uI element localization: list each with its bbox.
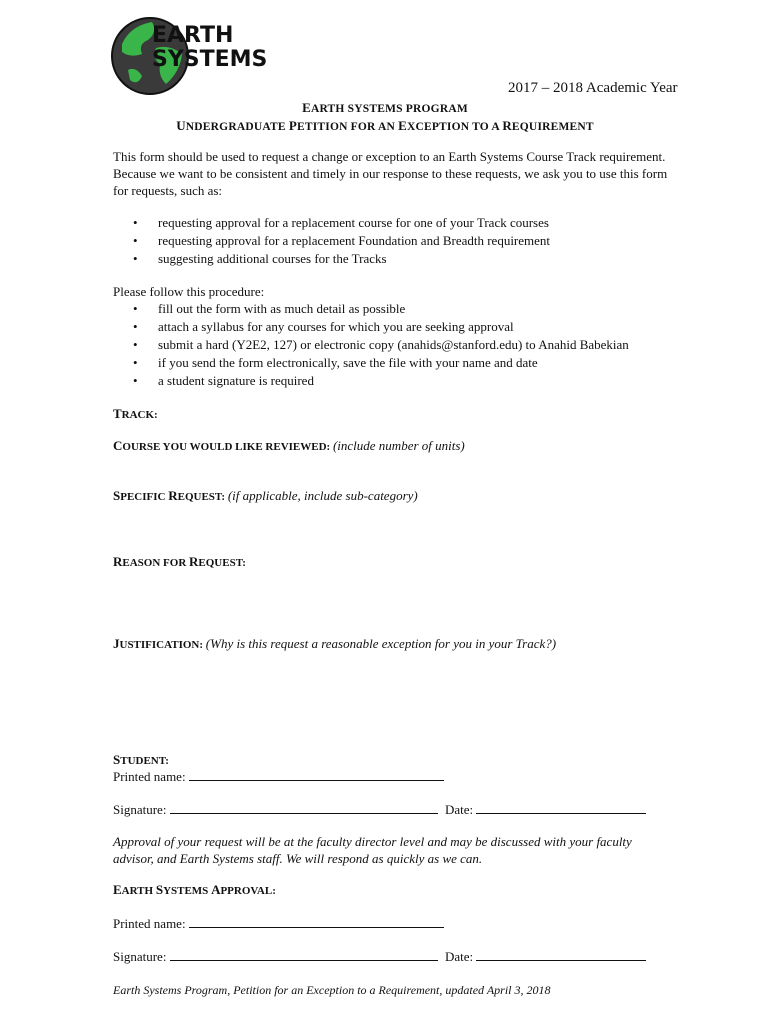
student-date-field[interactable] — [476, 801, 646, 814]
course-label: COURSE YOU WOULD LIKE REVIEWED: (include number of units) — [113, 438, 465, 453]
specific-request-label: SPECIFIC REQUEST: (if applicable, include sub-category) — [113, 488, 418, 503]
es-date-field[interactable] — [476, 948, 646, 961]
reason-label: REASON FOR REQUEST: — [113, 554, 246, 569]
es-date-label: Date: — [444, 949, 474, 964]
list-item: • requesting approval for a replacement Foundation and Breadth requirement — [133, 233, 551, 248]
procedure-list — [113, 300, 673, 390]
list-item: • requesting approval for a replacement course for one of your Track courses — [133, 215, 549, 230]
list-item: • attach a syllabus for any courses for which you are seeking approval — [133, 319, 514, 334]
student-date-label: Date: — [444, 802, 474, 817]
student-signature-label: Signature: — [113, 802, 167, 817]
procedure-intro: Please follow this procedure: — [113, 284, 265, 299]
list-item: • suggesting additional courses for the Tracks — [133, 251, 387, 266]
es-printed-name-field[interactable] — [189, 915, 444, 928]
es-printed-name-row — [113, 915, 444, 932]
logo-text-systems: SYSTEMS — [152, 47, 268, 72]
form-title: UNDERGRADUATE PETITION FOR AN EXCEPTION TO A REQUIREMENT — [176, 118, 594, 133]
student-signature-row — [113, 801, 646, 818]
list-item: • submit a hard (Y2E2, 127) or electronic copy (anahids@stanford.edu) to Anahid Babekian — [133, 337, 629, 352]
justification-hint: (Why is this request a reasonable exception for you in your Track?) — [205, 636, 557, 651]
student-section-label: STUDENT: — [113, 752, 169, 767]
es-approval-label: EARTH SYSTEMS APPROVAL: — [113, 882, 276, 897]
es-signature-field[interactable] — [170, 948, 438, 961]
request-examples-list — [113, 214, 673, 268]
list-item: • fill out the form with as much detail as possible — [133, 301, 406, 316]
student-printed-name-row — [113, 768, 444, 785]
justification-label: JUSTIFICATION: (Why is this request a reasonable exception for you in your Track?) — [113, 636, 557, 651]
student-printed-name-label: Printed name: — [113, 769, 186, 784]
intro-paragraph: This form should be used to request a change or exception to an Earth Systems Course Track requirement. Because we want to be consistent and timely in our response to these requests, we ask you to use this form for requests, such as: — [113, 149, 668, 198]
student-signature-field[interactable] — [170, 801, 438, 814]
list-item: • a student signature is required — [133, 373, 314, 388]
earth-systems-logo — [108, 14, 268, 98]
approval-note: Approval of your request will be at the faculty director level and may be discussed with your faculty advisor, and Earth Systems staff. We will respond as quickly as we can. — [113, 834, 632, 866]
footer: Earth Systems Program, Petition for an Exception to a Requirement, updated April 3, 2018 — [113, 983, 551, 997]
logo-text-earth: EARTH — [152, 23, 234, 48]
track-label: TRACK: — [113, 406, 158, 421]
course-hint: (include number of units) — [332, 438, 465, 453]
student-printed-name-field[interactable] — [189, 768, 444, 781]
academic-year: 2017 – 2018 Academic Year — [508, 80, 678, 96]
list-item: • if you send the form electronically, save the file with your name and date — [133, 355, 538, 370]
globe-logo-icon — [108, 14, 268, 98]
program-title: EARTH SYSTEMS PROGRAM — [302, 100, 468, 115]
es-printed-name-label: Printed name: — [113, 916, 186, 931]
es-signature-row — [113, 948, 646, 965]
specific-request-hint: (if applicable, include sub-category) — [227, 488, 418, 503]
es-signature-label: Signature: — [113, 949, 167, 964]
